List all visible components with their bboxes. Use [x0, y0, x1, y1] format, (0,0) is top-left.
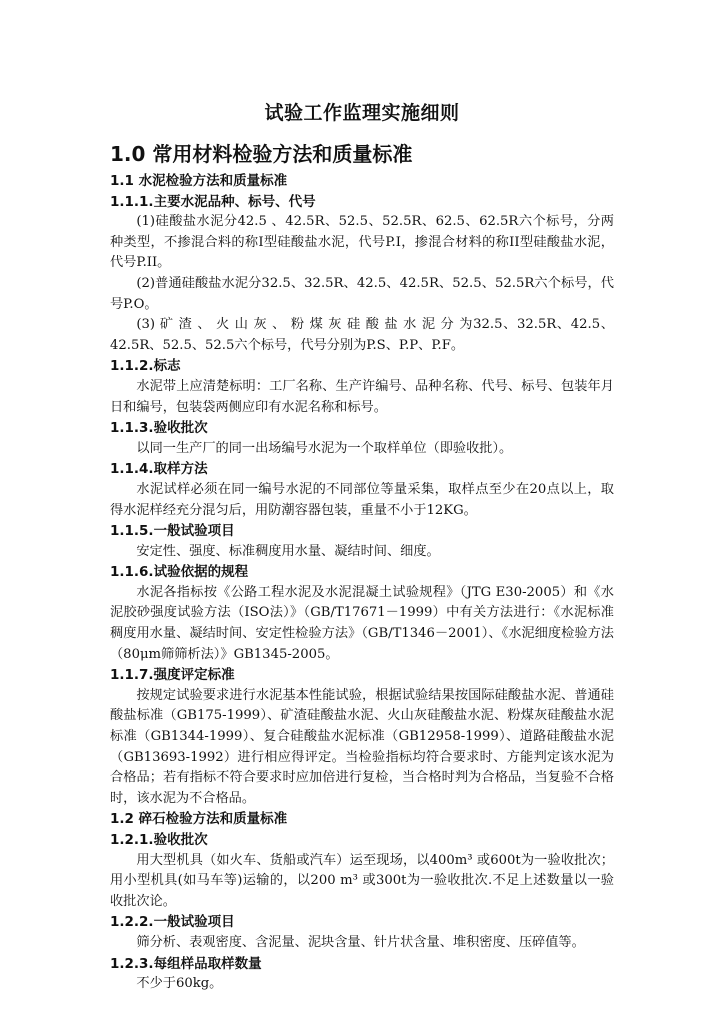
section-heading-1-1-5: 1.1.5.一般试验项目 — [110, 523, 235, 540]
section-heading-1-1-3: 1.1.3.验收批次 — [110, 420, 208, 437]
paragraph: 水泥试样必须在同一编号水泥的不同部位等量采集，取样点至少在20点以上，取得水泥样经充分混匀后，用防潮容器包装，重量不小于12KG。 — [110, 481, 614, 518]
section-heading-1-1-4: 1.1.4.取样方法 — [110, 461, 208, 478]
section-heading-1-1: 1.1 水泥检验方法和质量标准 — [110, 173, 288, 189]
section-heading-1-2-1: 1.2.1.验收批次 — [110, 832, 208, 848]
paragraph: 以同一生产厂的同一出场编号水泥为一个取样单位（即验收批）。 — [136, 440, 513, 456]
paragraph: 水泥各指标按《公路工程水泥及水泥混凝土试验规程》（JTG E30-2005）和《水泥胶砂强度试验方法（ISO法）》（GB/T17671－1999）中有关方法进行：《水泥标准稠度用水量、凝结时间、安定性检验方法》（GB/T1346－2001）、《水泥细度检验方法（80μm筛筛析法）》GB1345-2005。 — [110, 584, 614, 662]
paragraph: (1)硅酸盐水泥分42.5 、42.5R、52.5、52.5R、62.5、62.5R六个标号，分两种类型，不掺混合料的称I型硅酸盐水泥，代号P.I，掺混合材料的称II型硅酸盐水泥，代号P.II。 — [110, 214, 614, 271]
paragraph: 水泥带上应清楚标明：工厂名称、生产许编号、品种名称、代号、标号、包装年月日和编号，包装袋两侧应印有水泥名称和标号。 — [110, 378, 614, 415]
paragraph: 不少于60kg。 — [136, 976, 223, 992]
section-heading-1-2-2: 1.2.2.一般试验项目 — [110, 914, 235, 931]
document-title: 试验工作监理实施细则 — [264, 102, 460, 124]
section-heading-1-1-2: 1.1.2.标志 — [110, 358, 181, 375]
section-heading-1-1-6: 1.1.6.试验依据的规程 — [110, 564, 249, 581]
section-heading-1-1-1: 1.1.1.主要水泥品种、标号、代号 — [110, 193, 316, 210]
paragraph: 筛分析、表观密度、含泥量、泥块含量、针片状含量、堆积密度、压碎值等。 — [136, 934, 585, 950]
paragraph: 按规定试验要求进行水泥基本性能试验，根据试验结果按国际硅酸盐水泥、普通硅酸盐标准（GB175-1999）、矿渣硅酸盐水泥、火山灰硅酸盐水泥、粉煤灰硅酸盐水泥标准（GB1344-1999）、复合硅酸盐水泥标准（GB12958-1999）、道路硅酸盐水泥（GB13693-1992）进行相应得评定。当检验指标均符合要求时、方能判定该水泥为合格品；若有指标不符合要求时应加倍进行复检，当合格时判为合格品，当复验不合格时，该水泥为不合格品。 — [110, 687, 614, 806]
paragraph: (2)普通硅酸盐水泥分32.5、32.5R、42.5、42.5R、52.5、52.5R六个标号，代号P.O。 — [110, 275, 614, 312]
chapter-heading: 1.0 常用材料检验方法和质量标准 — [110, 142, 413, 166]
section-heading-1-1-7: 1.1.7.强度评定标准 — [110, 667, 235, 684]
document-page — [110, 98, 614, 995]
paragraph: 安定性、强度、标准稠度用水量、凝结时间、细度。 — [136, 543, 440, 559]
section-heading-1-2: 1.2 碎石检验方法和质量标准 — [110, 811, 288, 828]
paragraph: 用大型机具（如火车、货船或汽车）运至现场，以400m³ 或600t为一验收批次；用小型机具(如马车等)运输的，以200 m³ 或300t为一验收批次.不足上述数量以一验收批次论。 — [110, 852, 614, 909]
paragraph: (3) 矿 渣 、 火 山 灰 、 粉 煤 灰 硅 酸 盐 水 泥 分 为32.5、32.5R、42.5、42.5R、52.5、52.5六个标号，代号分别为P.S、P.P、P.F。 — [110, 317, 614, 353]
section-heading-1-2-3: 1.2.3.每组样品取样数量 — [110, 955, 262, 972]
